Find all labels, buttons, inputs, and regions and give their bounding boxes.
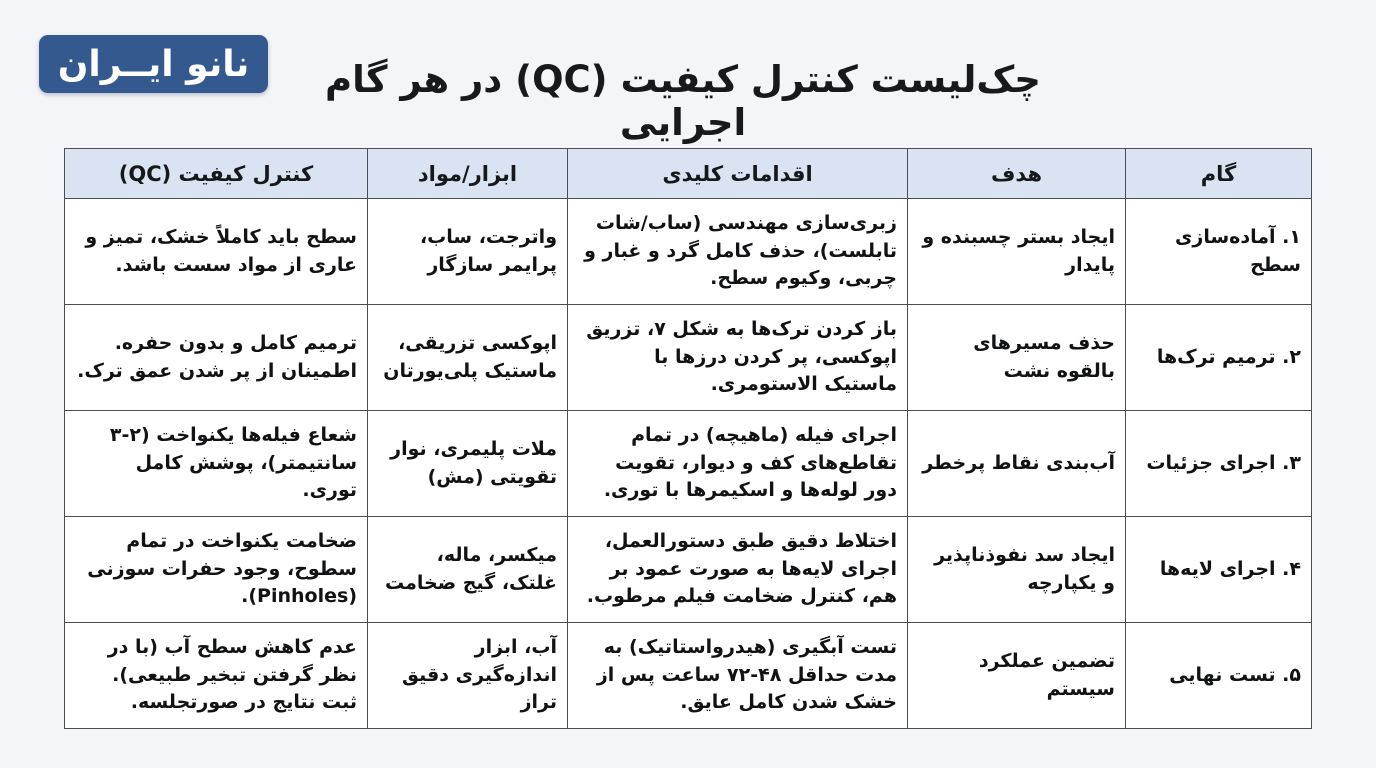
table-row bbox=[65, 517, 1312, 623]
cell-actions: اجرای فیله (ماهیچه) در تمام تقاطع‌های کف و دیوار، تقویت دور لوله‌ها و اسکیمرها با توری. bbox=[568, 411, 908, 517]
logo-text: نانو ایــران bbox=[57, 43, 250, 85]
cell-tools: میکسر، ماله، غلتک، گیج ضخامت bbox=[368, 517, 568, 623]
cell-step: ۵. تست نهایی bbox=[1126, 623, 1312, 729]
cell-goal: ایجاد بستر چسبنده و پایدار bbox=[908, 199, 1126, 305]
cell-goal: تضمین عملکرد سیستم bbox=[908, 623, 1126, 729]
page-title: چک‌لیست کنترل کیفیت (QC) در هر گام اجرایی bbox=[325, 58, 1041, 144]
cell-qc: سطح باید کاملاً خشک، تمیز و عاری از مواد سست باشد. bbox=[65, 199, 368, 305]
cell-tools: ملات پلیمری، نوار تقویتی (مش) bbox=[368, 411, 568, 517]
table-row bbox=[65, 305, 1312, 411]
cell-actions: باز کردن ترک‌ها به شکل ۷، تزریق اپوکسی، پر کردن درزها با ماستیک الاستومری. bbox=[568, 305, 908, 411]
table-row bbox=[65, 623, 1312, 729]
table-header-row bbox=[65, 149, 1312, 199]
cell-tools: آب، ابزار اندازه‌گیری دقیق تراز bbox=[368, 623, 568, 729]
brand-logo[interactable] bbox=[39, 35, 268, 93]
cell-actions: اختلاط دقیق طبق دستورالعمل، اجرای لایه‌ها به صورت عمود بر هم، کنترل ضخامت فیلم مرطوب. bbox=[568, 517, 908, 623]
cell-actions: زبری‌سازی مهندسی (ساب/شات تابلست)، حذف کامل گرد و غبار و چربی، وکیوم سطح. bbox=[568, 199, 908, 305]
table-row bbox=[65, 199, 1312, 305]
cell-goal: ایجاد سد نفوذناپذیر و یکپارچه bbox=[908, 517, 1126, 623]
header-tools: ابزار/مواد bbox=[368, 149, 568, 199]
cell-step: ۱. آماده‌سازی سطح bbox=[1126, 199, 1312, 305]
cell-tools: واترجت، ساب، پرایمر سازگار bbox=[368, 199, 568, 305]
header-step: گام bbox=[1126, 149, 1312, 199]
header-goal: هدف bbox=[908, 149, 1126, 199]
header-actions: اقدامات کلیدی bbox=[568, 149, 908, 199]
cell-goal: آب‌بندی نقاط پرخطر bbox=[908, 411, 1126, 517]
header-qc: کنترل کیفیت (QC) bbox=[65, 149, 368, 199]
qc-checklist-table bbox=[64, 148, 1312, 729]
cell-qc: ترمیم کامل و بدون حفره. اطمینان از پر شدن عمق ترک. bbox=[65, 305, 368, 411]
cell-actions: تست آبگیری (هیدرواستاتیک) به مدت حداقل ۴۸-۷۲ ساعت پس از خشک شدن کامل عایق. bbox=[568, 623, 908, 729]
cell-step: ۳. اجرای جزئیات bbox=[1126, 411, 1312, 517]
cell-goal: حذف مسیرهای بالقوه نشت bbox=[908, 305, 1126, 411]
cell-qc: عدم کاهش سطح آب (با در نظر گرفتن تبخیر طبیعی). ثبت نتایج در صورتجلسه. bbox=[65, 623, 368, 729]
cell-step: ۴. اجرای لایه‌ها bbox=[1126, 517, 1312, 623]
cell-tools: اپوکسی تزریقی، ماستیک پلی‌یورتان bbox=[368, 305, 568, 411]
cell-qc: شعاع فیله‌ها یکنواخت (۲-۳ سانتیمتر)، پوشش کامل توری. bbox=[65, 411, 368, 517]
table-row bbox=[65, 411, 1312, 517]
cell-step: ۲. ترمیم ترک‌ها bbox=[1126, 305, 1312, 411]
cell-qc: ضخامت یکنواخت در تمام سطوح، وجود حفرات سوزنی (Pinholes). bbox=[65, 517, 368, 623]
